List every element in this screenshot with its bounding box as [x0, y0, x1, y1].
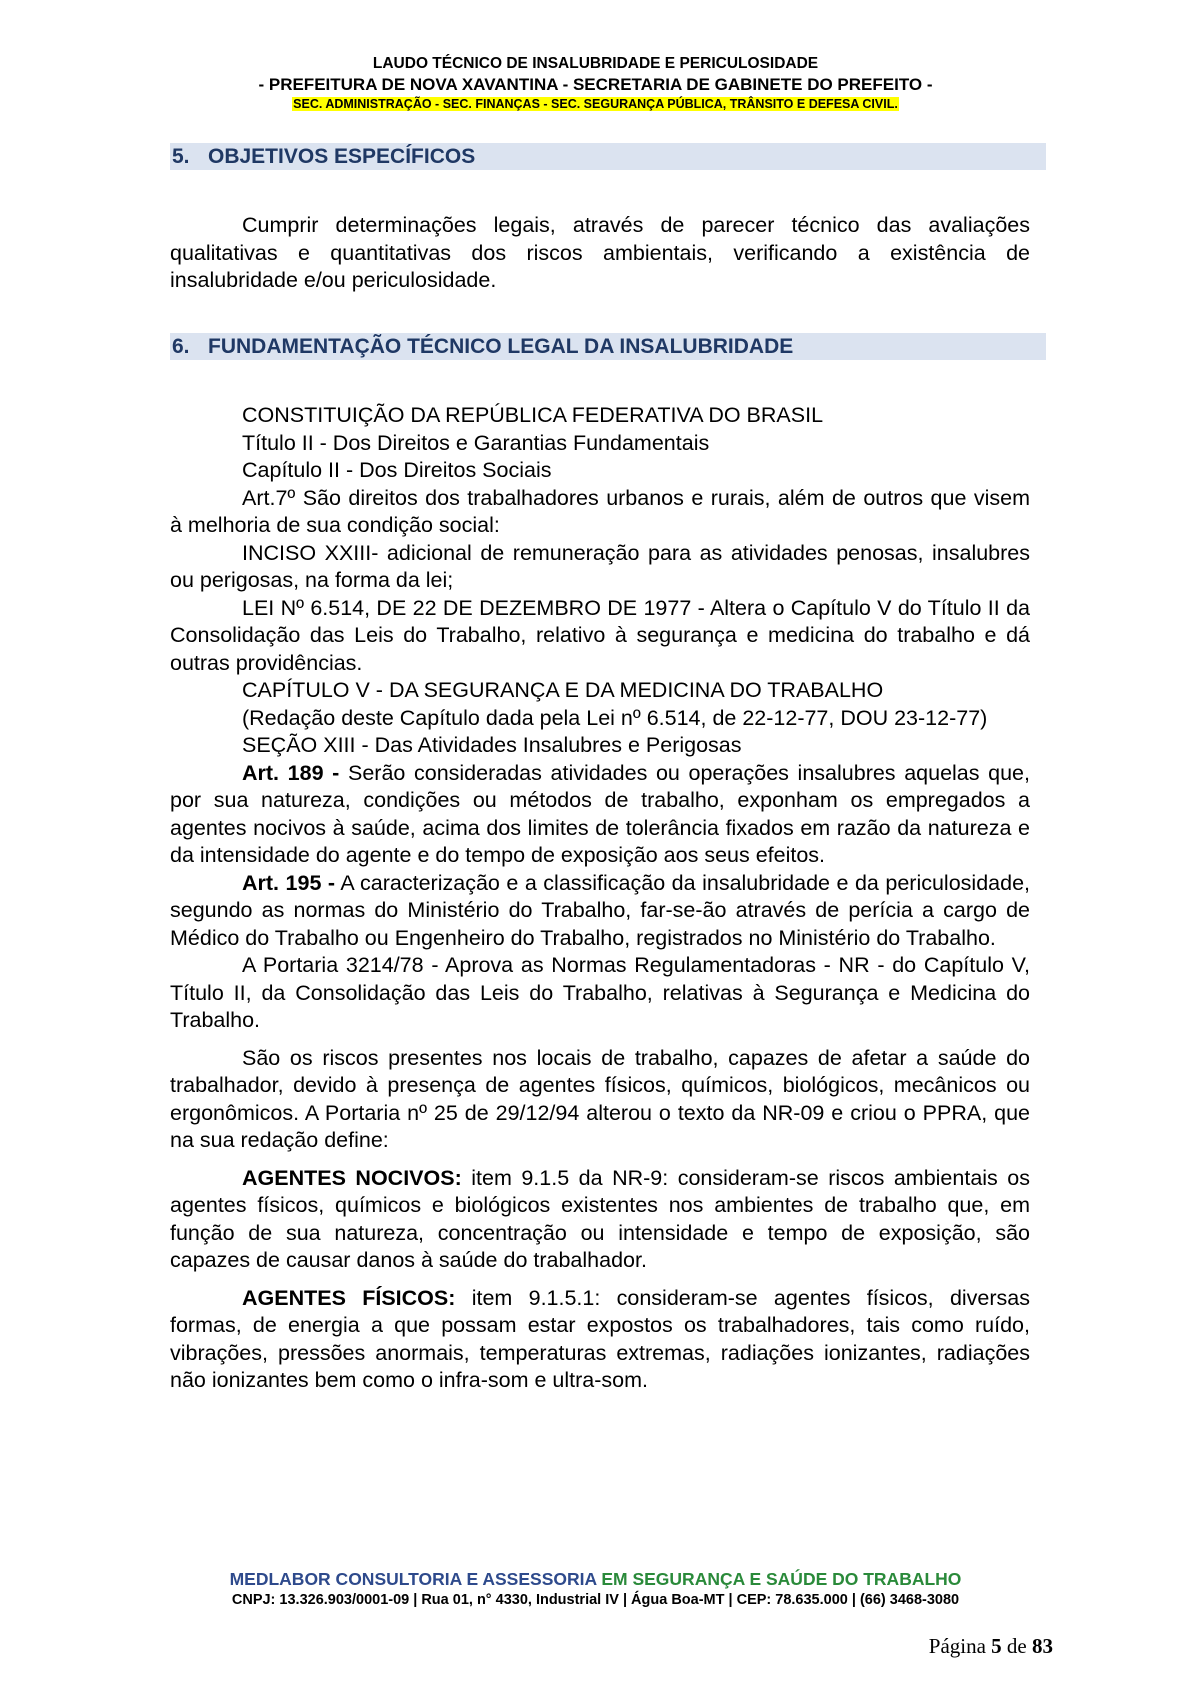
capitulo-v-line: CAPÍTULO V - DA SEGURANÇA E DA MEDICINA DO TRABALHO [242, 678, 884, 702]
agentes-nocivos-paragraph [170, 1165, 1030, 1275]
page-current: 5 [991, 1634, 1002, 1658]
inciso-paragraph: INCISO XXIII- adicional de remuneração para as atividades penosas, insalubres ou perigosas, na forma da lei; [170, 540, 1030, 592]
agentes-fisicos-text: item 9.1.5.1: consideram-se agentes físicos, diversas formas, de energia a que possam estar expostos os trabalhadores, tais como ruído, vibrações, pressões anormais, temperaturas extremas, radiações ionizantes, radiações não ionizantes bem como o infra-som e ultra-som. [170, 1285, 1030, 1392]
art195-label: Art. 195 - [242, 870, 336, 895]
art7-paragraph: Art.7º São direitos dos trabalhadores urbanos e rurais, além de outros que visem à melhoria de sua condição social: [170, 485, 1030, 537]
agentes-fisicos-paragraph [170, 1285, 1030, 1395]
constituicao-line: CONSTITUIÇÃO DA REPÚBLICA FEDERATIVA DO BRASIL [242, 403, 824, 427]
section-6-title: FUNDAMENTAÇÃO TÉCNICO LEGAL DA INSALUBRIDADE [208, 335, 794, 358]
agentes-nocivos-text: item 9.1.5 da NR-9: consideram-se riscos ambientais os agentes físicos, químicos e biológicos existentes nos ambientes de trabalho que, em função de sua natureza, concentração ou intensidade e tempo de exposição, são capazes de causar danos à saúde do trabalhador. [170, 1165, 1031, 1272]
footer-company-name: MEDLABOR CONSULTORIA E ASSESSORIA [229, 1569, 597, 1589]
footer-company-area: EM SEGURANÇA E SAÚDE DO TRABALHO [596, 1569, 962, 1589]
section-5-body [170, 212, 1030, 295]
section-5-number: 5. [172, 145, 190, 168]
riscos-paragraph: São os riscos presentes nos locais de trabalho, capazes de afetar a saúde do trabalhador, devido à presença de agentes físicos, químicos, biológicos, mecânicos ou ergonômicos. A Portaria nº 25 de 29/12/94 alterou o texto da NR-09 e criou o PPRA, que na sua redação define: [170, 1045, 1030, 1152]
section-6-number: 6. [172, 335, 190, 358]
header-subtitle: - PREFEITURA DE NOVA XAVANTINA - SECRETARIA DE GABINETE DO PREFEITO - [258, 75, 933, 94]
section-6-body [170, 402, 1030, 1395]
art189-text: Serão consideradas atividades ou operações insalubres aquelas que, por sua natureza, condições ou métodos de trabalho, exponham os empregados a agentes nocivos à saúde, acima dos limites de tolerância fixados em razão da natureza e da intensidade do agente e do tempo de exposição aos seus efeitos. [170, 760, 1030, 867]
art189-paragraph [170, 760, 1030, 870]
art189-label: Art. 189 - [242, 760, 340, 785]
footer-contact: CNPJ: 13.326.903/0001-09 | Rua 01, n° 4330, Industrial IV | Água Boa-MT | CEP: 78.635.000 | (66) 3468-3080 [231, 1592, 960, 1608]
header-title: LAUDO TÉCNICO DE INSALUBRIDADE E PERICULOSIDADE [372, 55, 819, 72]
document-footer [0, 1568, 1191, 1610]
art195-paragraph [170, 870, 1030, 953]
document-header [0, 54, 1191, 112]
header-secretarias: SEC. ADMINISTRAÇÃO - SEC. FINANÇAS - SEC. SEGURANÇA PÚBLICA, TRÂNSITO E DEFESA CIVIL. [293, 97, 898, 111]
section-5-title: OBJETIVOS ESPECÍFICOS [208, 145, 476, 168]
page-total: 83 [1032, 1634, 1053, 1658]
portaria-paragraph: A Portaria 3214/78 - Aprova as Normas Regulamentadoras - NR - do Capítulo V, Título II, da Consolidação das Leis do Trabalho, relativas à Segurança e Medicina do Trabalho. [170, 953, 1030, 1032]
art195-text: A caracterização e a classificação da insalubridade e da periculosidade, segundo as normas do Ministério do Trabalho, far-se-ão através de perícia a cargo de Médico do Trabalho ou Engenheiro do Trabalho, registrados no Ministério do Trabalho. [170, 870, 1030, 950]
redacao-paragraph: (Redação deste Capítulo dada pela Lei nº 6.514, de 22-12-77, DOU 23-12-77) [242, 705, 988, 730]
page-label: Página [928, 1634, 986, 1658]
section-5-paragraph: Cumprir determinações legais, através de parecer técnico das avaliações qualitativas e quantitativas dos riscos ambientais, verificando a existência de insalubridade e/ou periculosidade. [170, 213, 1030, 292]
lei-paragraph: LEI Nº 6.514, DE 22 DE DEZEMBRO DE 1977 - Altera o Capítulo V do Título II da Consolidação das Leis do Trabalho, relativo à segurança e medicina do trabalho e dá outras providências. [170, 595, 1030, 675]
page-number [929, 1634, 1053, 1659]
agentes-fisicos-label: AGENTES FÍSICOS: [242, 1285, 456, 1310]
agentes-nocivos-label: AGENTES NOCIVOS: [242, 1165, 462, 1190]
page-of: de [1006, 1634, 1027, 1658]
section-5-heading [170, 143, 1046, 170]
titulo-line: Título II - Dos Direitos e Garantias Fundamentais [242, 430, 710, 455]
capitulo-line: Capítulo II - Dos Direitos Sociais [242, 458, 552, 482]
section-6-heading [170, 333, 1046, 360]
secao-line: SEÇÃO XIII - Das Atividades Insalubres e Perigosas [242, 733, 742, 757]
